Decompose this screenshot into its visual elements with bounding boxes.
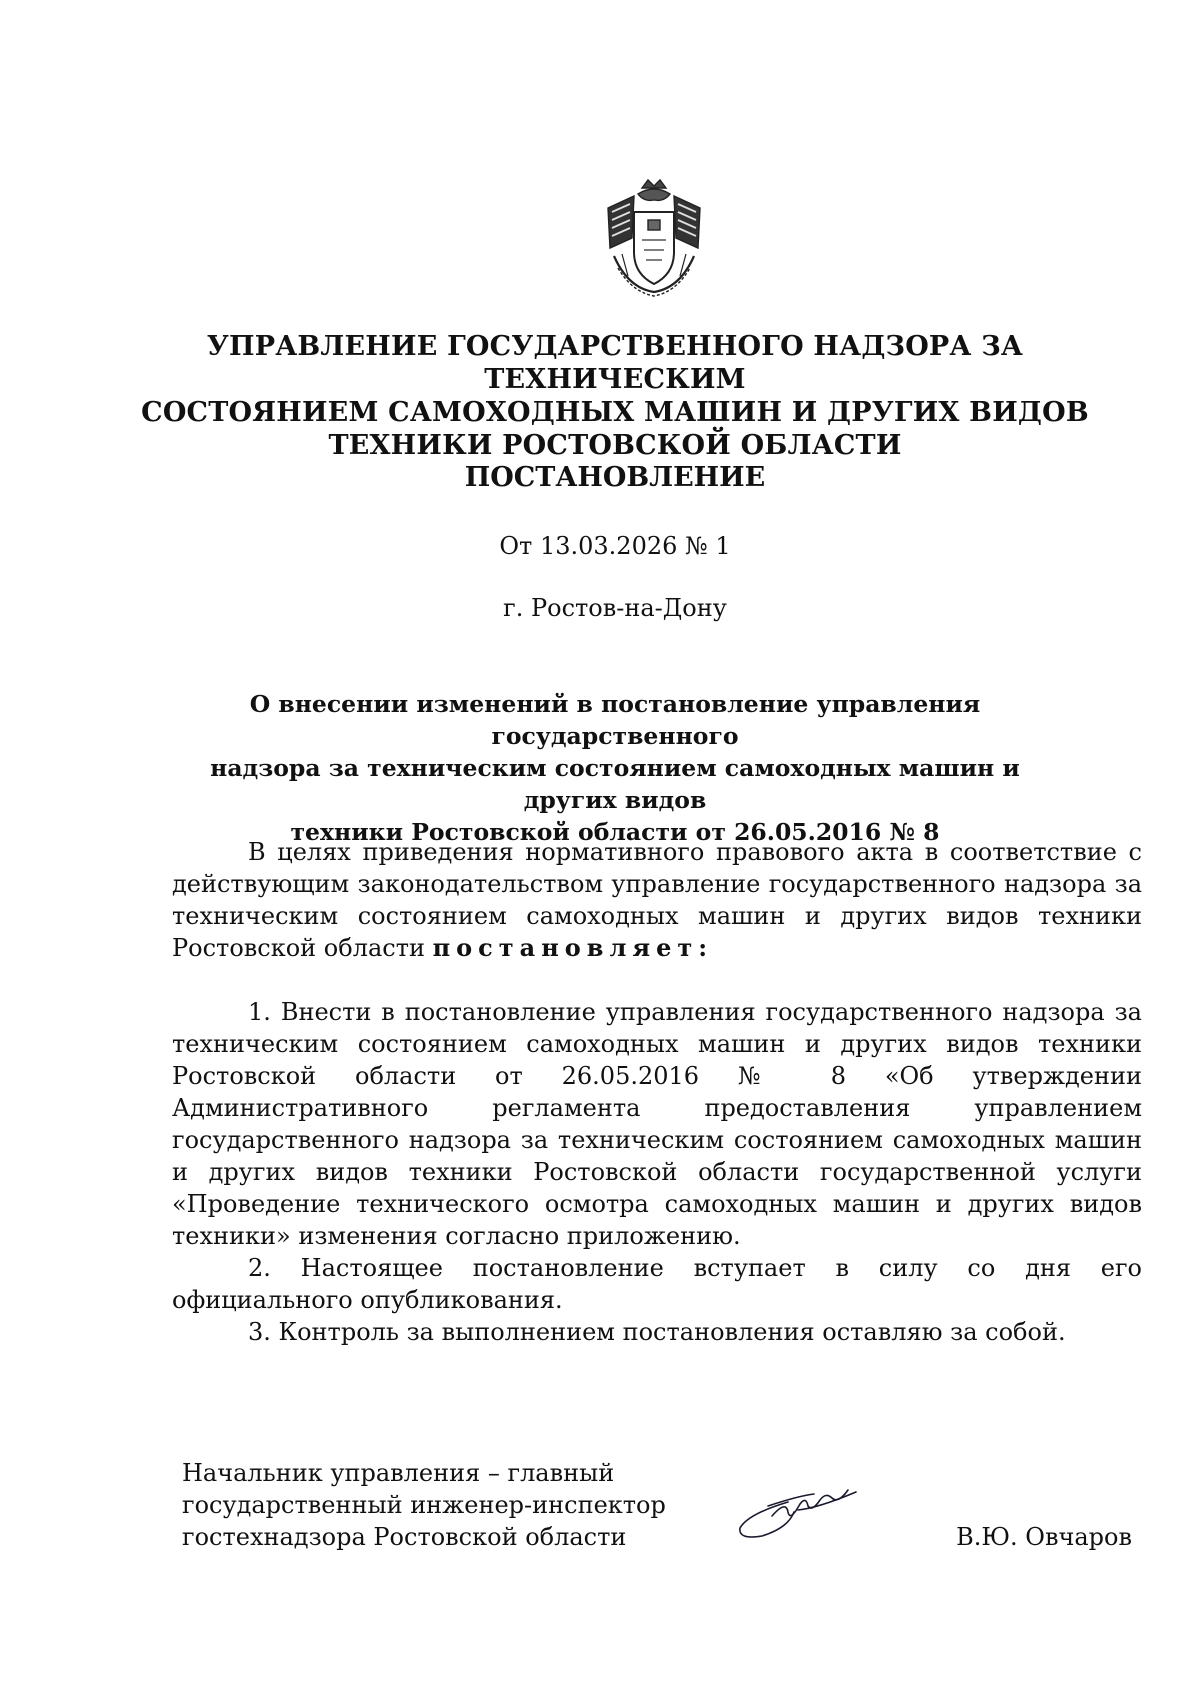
document-subject [160,688,1070,848]
item-2: 2. Настоящее постановление вступает в силу со дня его официального опубликования. [172,1254,1142,1314]
signatory-title-line: Начальник управления – главный [182,1459,615,1487]
handwritten-signature [728,1482,868,1544]
document-date-number: От 13.03.2026 № 1 [499,532,731,560]
coat-of-arms-icon [598,178,710,300]
org-line: УПРАВЛЕНИЕ ГОСУДАРСТВЕННОГО НАДЗОРА ЗА ТЕХНИЧЕСКИМ [206,331,1024,395]
organization-name [120,330,1110,462]
decree-word: постановляет: [432,933,714,962]
document-body [172,836,1142,1348]
org-line: СОСТОЯНИЕМ САМОХОДНЫХ МАШИН И ДРУГИХ ВИДОВ [141,397,1089,428]
document-type: ПОСТАНОВЛЕНИЕ [464,462,766,493]
preamble-paragraph [172,836,1142,964]
subject-line: О внесении изменений в постановление управления государственного [249,690,981,750]
item-3: 3. Контроль за выполнением постановления оставляю за собой. [248,1318,1066,1346]
subject-line: техники Ростовской области от 26.05.2016 № 8 [290,818,940,846]
signatory-title-line: гостехнадзора Ростовской области [182,1523,627,1551]
signatory-title [182,1457,702,1553]
item-1: 1. Внести в постановление управления государственного надзора за техническим состоянием самоходных машин и других видов техники Ростовской области от 26.05.2016 № 8 «Об утверждении Административного регламента предоставления управлением государственного надзора за техническим состоянием самоходных машин и других видов техники Ростовской области государственной услуги «Проведение технического осмотра самоходных машин и других видов техники» изменения согласно приложению. [172,998,1142,1250]
preamble-text: В целях приведения нормативного правового акта в соответствие с действующим законодательством управление государственного надзора за техническим состоянием самоходных машин и других видов техники Ростовской области [172,838,1142,962]
document-city: г. Ростов-на-Дону [503,594,727,622]
signatory-name: В.Ю. Овчаров [956,1523,1132,1551]
org-line: ТЕХНИКИ РОСТОВСКОЙ ОБЛАСТИ [328,430,902,461]
signatory-title-line: государственный инженер-инспектор [182,1491,666,1519]
subject-line: надзора за техническим состоянием самоходных машин и других видов [210,754,1020,814]
